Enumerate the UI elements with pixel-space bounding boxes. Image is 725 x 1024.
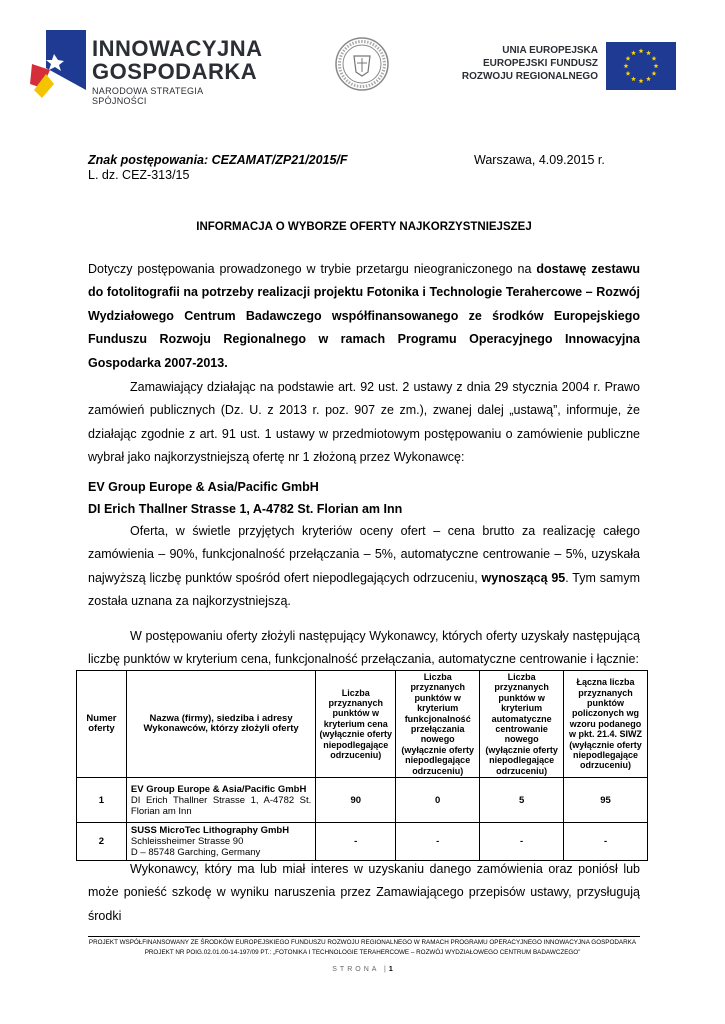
footer-line1: PROJEKT WSPÓŁFINANSOWANY ZE ŚRODKÓW EUROPEJSKIEGO FUNDUSZU ROZWOJU REGIONALNEGO W RAMACH PROGRAMU OPERACYJNEGO INNOWACYJNA GOSPODARKA xyxy=(88,939,637,946)
eu-logo-line3: ROZWOJU REGIONALNEGO xyxy=(461,71,598,82)
offer-firm-name: EV Group Europe & Asia/Pacific GmbH xyxy=(130,783,307,795)
eu-logo-line1: UNIA EUROPEJSKA xyxy=(502,45,598,56)
ig-logo-line1: INNOWACYJNA xyxy=(92,36,263,61)
table-header-row xyxy=(77,671,648,778)
eu-logo-line2: EUROPEJSKI FUNDUSZ xyxy=(482,58,598,69)
offers-table xyxy=(76,670,648,861)
ig-logo-line3: NARODOWA STRATEGIA SPÓJNOŚCI xyxy=(92,86,203,106)
page-separator: | xyxy=(384,966,389,973)
offer-firm-cell xyxy=(126,778,315,823)
ig-logo-mark-icon xyxy=(28,28,88,98)
table-header-cell: Liczba przyznanych punktów w kryterium automatyczne centrowanie nowego (wyłącznie oferty niepodlegające odrzuceniu) xyxy=(480,671,564,778)
table-header-cell: Nazwa (firmy), siedziba i adresy Wykonawców, którzy złożyli oferty xyxy=(126,671,315,778)
offer-total-points: - xyxy=(564,823,648,861)
table-header-cell: Numer oferty xyxy=(77,671,127,778)
paragraph-evaluation xyxy=(88,520,640,614)
table-header-cell: Liczba przyznanych punktów w kryterium cena (wyłącznie oferty niepodlegające odrzuceniu) xyxy=(316,671,396,778)
paragraph-subject xyxy=(88,258,640,375)
case-number: Znak postępowania: CEZAMAT/ZP21/2015/F xyxy=(88,153,348,167)
table-header-cell: Łączna liczba przyznanych punktów policzonych wg wzoru podanego w pkt. 21.4. SIWZ (wyłącznie oferty niepodlegające odrzuceniu) xyxy=(564,671,648,778)
paragraph-evaluation-plain2: . Tym samym została uznana za najkorzystniejszą. xyxy=(88,570,640,609)
ldz-number: L. dz. CEZ-313/15 xyxy=(88,168,190,182)
case-number-row xyxy=(88,153,640,167)
page-number: 1 xyxy=(388,966,393,973)
place-date: Warszawa, 4.09.2015 r. xyxy=(474,153,605,167)
page-header xyxy=(0,22,725,104)
paragraph-subject-bold: dostawę zestawu do fotolitografii na potrzeby realizacji projektu Fotonika i Technologie Terahercowe – Rozwój Wydziałowego Centrum Badawczego współfinansowanego ze środków Europejskiego Funduszu Rozwoju Regionalnego w ramach Programu Operacyjnego Innowacyjna Gospodarka 2007-2013. xyxy=(88,262,640,370)
paragraph-offers-intro: W postępowaniu oferty złożyli następujący Wykonawcy, których oferty uzyskały następującą liczbę punktów w kryterium cena, funkcjonalność przełączania, automatyczne centrowanie i łącznie: xyxy=(88,629,640,667)
footer-divider xyxy=(88,936,640,937)
offer-switching-points: 0 xyxy=(396,778,480,823)
page-number-row xyxy=(0,966,725,973)
eu-flag-icon xyxy=(606,42,676,90)
offer-price-points: 90 xyxy=(316,778,396,823)
offer-number: 2 xyxy=(77,823,127,861)
table-row xyxy=(77,823,648,861)
university-seal-icon xyxy=(334,36,390,92)
paragraph-remedies: Wykonawcy, który ma lub miał interes w uzyskaniu danego zamówienia oraz poniósł lub może ponieść szkodę w wyniku naruszenia przez Zamawiającego przepisów ustawy, przysługują środki xyxy=(88,862,640,923)
eu-logo-text xyxy=(462,44,598,83)
winner-address: DI Erich Thallner Strasse 1, A-4782 St. Florian am Inn xyxy=(88,502,403,516)
offer-firm-address: D – 85748 Garching, Germany xyxy=(130,847,261,859)
offer-centering-points: 5 xyxy=(480,778,564,823)
offer-firm-cell xyxy=(126,823,315,861)
table-row xyxy=(77,778,648,823)
innowacyjna-gospodarka-logo xyxy=(28,28,263,106)
winner-name: EV Group Europe & Asia/Pacific GmbH xyxy=(88,480,319,494)
offer-firm-address: DI Erich Thallner Strasse 1, A-4782 St. Florian am Inn xyxy=(130,794,312,817)
offer-centering-points: - xyxy=(480,823,564,861)
offer-firm-address: Schleissheimer Strasse 90 xyxy=(130,836,244,848)
table-header-cell: Liczba przyznanych punktów w kryterium funkcjonalność przełączania nowego (wyłącznie oferty niepodlegające odrzuceniu) xyxy=(396,671,480,778)
offer-total-points: 95 xyxy=(564,778,648,823)
offer-switching-points: - xyxy=(396,823,480,861)
page-title: INFORMACJA O WYBORZE OFERTY NAJKORZYSTNIEJSZEJ xyxy=(196,221,532,233)
paragraph-evaluation-plain1: Oferta, w świetle przyjętych kryteriów oceny ofert – cena brutto za realizację całego zamówienia – 90%, funkcjonalność przełączania – 5%, automatyczne centrowanie – 5%, uzyskała najwyższą liczbę punktów spośród ofert niepodlegających odrzuceniu, xyxy=(88,524,640,585)
ig-logo-line2: GOSPODARKA xyxy=(92,59,258,84)
offer-firm-name: SUSS MicroTec Lithography GmbH xyxy=(130,825,290,837)
offer-price-points: - xyxy=(316,823,396,861)
paragraph-decision: Zamawiający działając na podstawie art. 92 ust. 2 ustawy z dnia 29 stycznia 2004 r. Prawo zamówień publicznych (Dz. U. z 2013 r. poz. 907 ze zm.), zwanej dalej „ustawą”, informuje, że działając zgodnie z art. 91 ust. 1 ustawy w przedmiotowym postępowaniu o zamówienie publiczne wybrał jako najkorzystniejszą ofertę nr 1 złożoną przez Wykonawcę: xyxy=(88,380,640,465)
paragraph-evaluation-score: wynoszącą 95 xyxy=(481,570,566,585)
page-label: STRONA xyxy=(332,966,380,973)
eu-logo xyxy=(461,40,680,90)
footer-line2: PROJEKT NR POIG.02.01.00-14-197/09 PT.: „FOTONIKA I TECHNOLOGIE TERAHERCOWE – ROZWÓJ WYDZIAŁOWEGO CENTRUM BADAWCZEGO” xyxy=(144,949,581,956)
paragraph-subject-plain: Dotyczy postępowania prowadzonego w trybie przetargu nieograniczonego na xyxy=(88,262,537,276)
offer-number: 1 xyxy=(77,778,127,823)
